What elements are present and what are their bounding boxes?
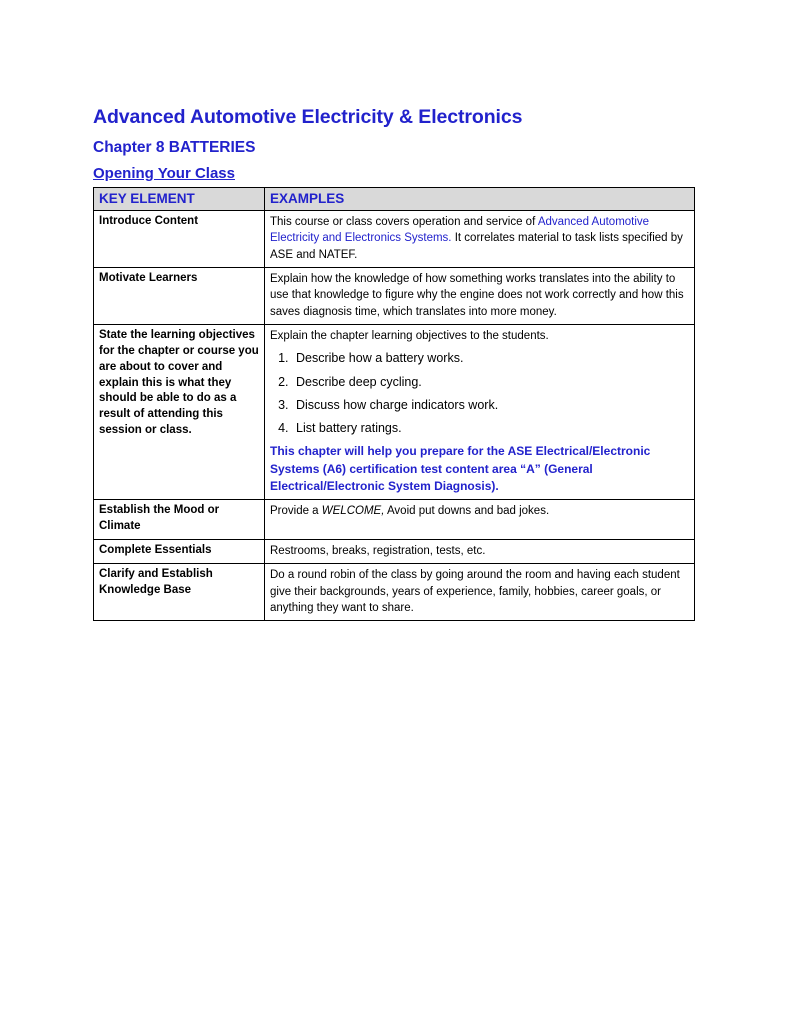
table-row (94, 267, 695, 324)
example-emphasis: WELCOME, (321, 505, 385, 518)
list-item: 4. List battery ratings. (292, 420, 689, 436)
list-item: 2. Describe deep cycling. (292, 374, 689, 390)
table-header-row (94, 187, 695, 210)
document-title: Advanced Automotive Electricity & Electronics (93, 106, 523, 128)
cell-key-element: State the learning objectives for the chapter or course you are about to cover and explain this is what they should be able to do as a result of attending this session or class. (94, 324, 265, 500)
table-row (94, 210, 695, 267)
ase-certification-note: This chapter will help you prepare for the ASE Electrical/Electronic Systems (A6) certification test content area “A” (General Electrical/Electronic System Diagnosis). (270, 444, 651, 494)
cell-key-element: Establish the Mood or Climate (94, 500, 265, 540)
table-row (94, 500, 695, 540)
cell-example: Do a round robin of the class by going around the room and having each student give their backgrounds, years of experience, family, hobbies, career goals, or anything they want to share. (265, 564, 695, 621)
learning-objectives-list (270, 350, 689, 436)
table-header (94, 187, 695, 210)
chapter-title: Chapter 8 BATTERIES (93, 139, 256, 157)
document-content (93, 105, 698, 621)
example-text-part-2: It correlates material to task lists specified by ASE and NATEF. (270, 232, 683, 261)
cell-example (265, 500, 695, 540)
example-text-part-2: Avoid put downs and bad jokes. (384, 505, 550, 518)
table-row (94, 564, 695, 621)
cell-key-element: Introduce Content (94, 210, 265, 267)
list-item: 1. Describe how a battery works. (292, 350, 689, 366)
column-header-key-element: KEY ELEMENT (94, 187, 265, 210)
cell-key-element: Complete Essentials (94, 540, 265, 564)
key-element-examples-table (93, 187, 695, 622)
cell-example (265, 210, 695, 267)
section-title: Opening Your Class (93, 164, 235, 182)
table-row (94, 324, 695, 500)
table-row (94, 540, 695, 564)
table-body (94, 210, 695, 621)
example-text-part-1: This course or class covers operation and service of (270, 215, 538, 228)
cell-key-element: Clarify and Establish Knowledge Base (94, 564, 265, 621)
list-item: 3. Discuss how charge indicators work. (292, 397, 689, 413)
objectives-intro: Explain the chapter learning objectives to the students. (270, 329, 549, 342)
cell-key-element: Motivate Learners (94, 267, 265, 324)
cell-example: Explain how the knowledge of how something works translates into the ability to use that knowledge to figure why the engine does not work correctly and how this saves diagnosis time, which translates into more money. (265, 267, 695, 324)
cell-example: Restrooms, breaks, registration, tests, etc. (265, 540, 695, 564)
example-text-part-1: Provide a (270, 505, 322, 518)
example-highlight: Advanced Automotive Electricity and Electronics Systems. (270, 215, 650, 245)
cell-example (265, 324, 695, 500)
column-header-examples: EXAMPLES (265, 187, 695, 210)
